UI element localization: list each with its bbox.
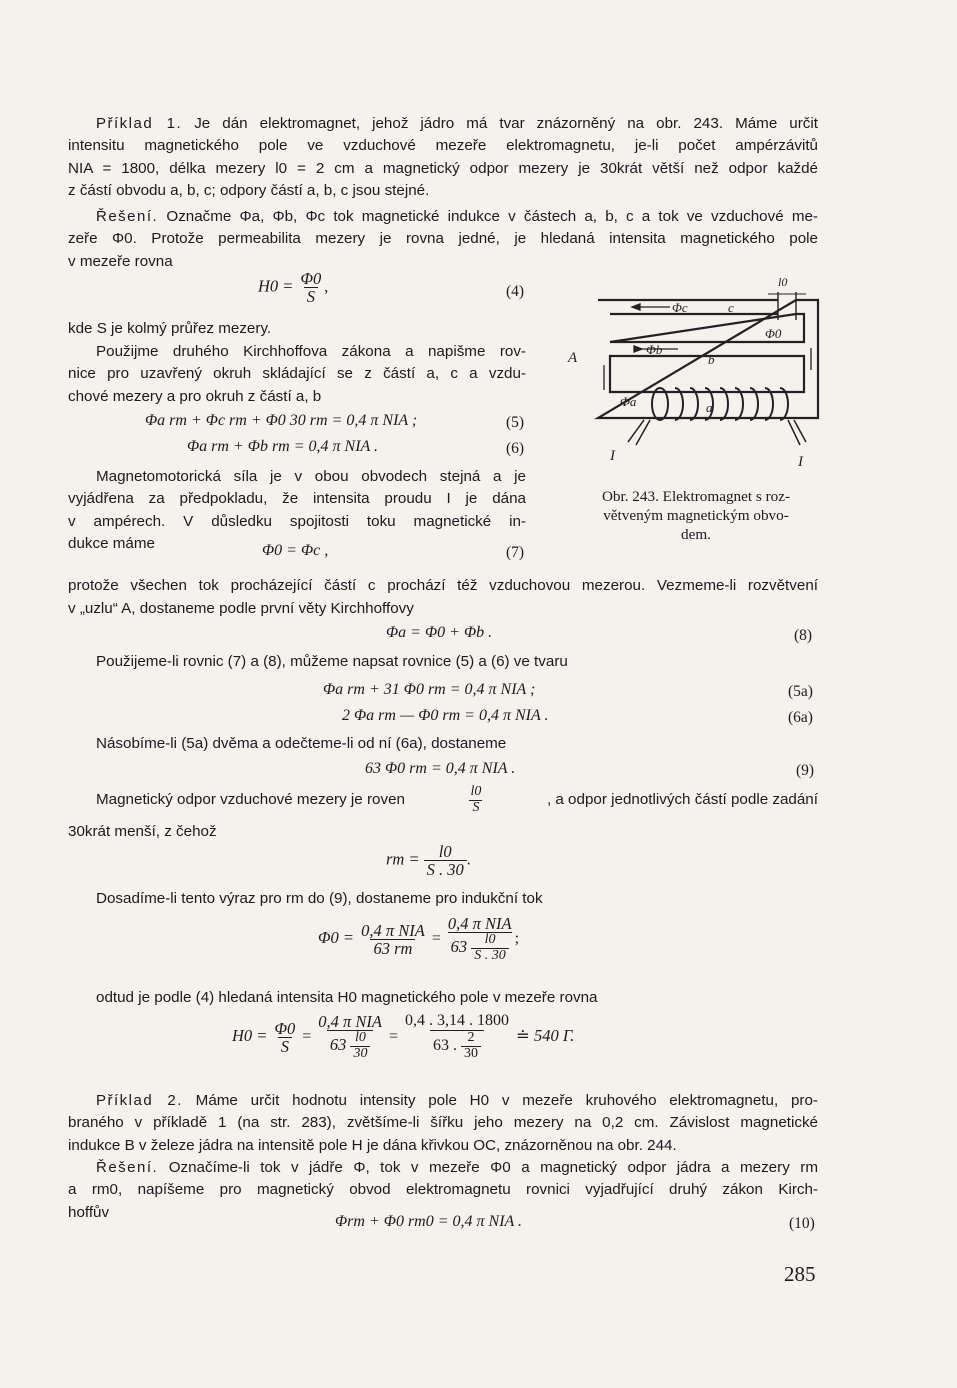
equation-6a: 2 Φa rm — Φ0 rm = 0,4 π NIA . bbox=[342, 707, 549, 724]
text-span: Je dán elektromagnet, jehož jádro má tvar znázorněný na obr. 243. Máme určit bbox=[194, 115, 818, 132]
equation-5: Φa rm + Φc rm + Φ0 30 rm = 0,4 π NIA ; bbox=[145, 412, 418, 429]
numerator: l0 bbox=[484, 932, 496, 948]
numerator: 0,4 π NIA bbox=[447, 914, 512, 933]
example-1-body bbox=[68, 135, 818, 203]
lead-wire bbox=[788, 420, 806, 445]
denominator: S . 30 bbox=[424, 860, 467, 878]
equals-sign: = bbox=[431, 930, 441, 948]
fig-label-phi-c: Φc bbox=[672, 300, 688, 315]
text-line: hoffův bbox=[68, 1203, 110, 1221]
text-line: kde S je kolmý průřez mezery. bbox=[68, 320, 272, 337]
denominator: S bbox=[278, 1037, 292, 1055]
electromagnet-figure bbox=[560, 270, 830, 470]
text-line: Násobíme-li (5a) dvěma a odečteme-li od ní (6a), dostaneme bbox=[96, 735, 507, 752]
text-line: z částí obvodu a, b, c; odpory částí a, b, c jsou stejné. bbox=[68, 182, 430, 199]
denominator: 63 rm bbox=[370, 939, 415, 957]
text-line: chové mezery a pro okruh z částí a, b bbox=[68, 387, 322, 405]
equation-number: (5a) bbox=[788, 683, 813, 700]
denominator: S bbox=[469, 800, 482, 816]
equation-number: (9) bbox=[796, 762, 815, 779]
text-span: , a odpor jednotlivých částí podle zadání bbox=[546, 790, 818, 808]
paragraph-kirchhoff-body bbox=[68, 363, 526, 408]
equation-number: (4) bbox=[506, 283, 525, 300]
fraction bbox=[424, 843, 467, 879]
numerator: Φ0 bbox=[274, 1018, 296, 1038]
den-coef: 63 . bbox=[433, 1036, 458, 1054]
denominator: 30 bbox=[461, 1046, 481, 1062]
arrow-head bbox=[632, 304, 640, 310]
example-2-body bbox=[68, 1112, 818, 1157]
numerator: 0,4 . 3,14 . 1800 bbox=[405, 1012, 510, 1030]
equation-number: (6) bbox=[506, 440, 525, 457]
equation-rm bbox=[386, 843, 471, 879]
equation-6: Φa rm + Φb rm = 0,4 π NIA . bbox=[187, 438, 379, 455]
text-span: Označme Φa, Φb, Φc tok magnetické indukce v částech a, b, c a tok ve vzduchové me- bbox=[166, 208, 818, 225]
text-line: v mezeře rovna bbox=[68, 252, 173, 270]
denominator bbox=[448, 932, 512, 963]
equation-8: Φa = Φ0 + Φb . bbox=[386, 624, 493, 641]
fraction bbox=[350, 1031, 370, 1061]
equation-4 bbox=[258, 270, 328, 306]
fig-label-phi-a: Φa bbox=[620, 394, 637, 409]
equals-sign: = bbox=[302, 1028, 312, 1046]
fraction bbox=[461, 1031, 481, 1061]
text-line bbox=[96, 785, 818, 815]
denominator: S . 30 bbox=[471, 948, 509, 964]
solution-1-body bbox=[68, 228, 818, 273]
text-line: vyjádřena za předpokladu, že intensita proudu I je dána bbox=[68, 490, 526, 507]
denominator bbox=[430, 1030, 484, 1061]
fig-label-phi-b: Φb bbox=[646, 342, 663, 357]
core-branch-b bbox=[610, 356, 804, 392]
fraction bbox=[402, 1013, 512, 1061]
equation-10: Φrm + Φ0 rm0 = 0,4 π NIA . bbox=[335, 1213, 523, 1230]
equation-number: (8) bbox=[794, 627, 813, 644]
eq-lhs: H0 = bbox=[232, 1026, 268, 1046]
fig-label-phi-0: Φ0 bbox=[765, 326, 782, 341]
text-line: Magnetomotorická síla je v obou obvodech stejná a je bbox=[96, 468, 526, 485]
text-line: a rm0, napíšeme pro magnetický obvod elektromagnetu rovnici vyjadřující druhý zákon Kirch- bbox=[68, 1181, 818, 1198]
fig-label-I-left: I bbox=[610, 448, 615, 464]
solution-2 bbox=[96, 1157, 818, 1180]
den-coef: 63 bbox=[450, 937, 468, 957]
fraction bbox=[271, 1020, 298, 1056]
fig-label-A: A bbox=[568, 350, 578, 366]
text-line: Dosadíme-li tento výraz pro rm do (9), dostaneme pro indukční tok bbox=[96, 890, 543, 907]
fig-label-l0: l0 bbox=[778, 275, 788, 289]
equals-sign: = bbox=[389, 1028, 399, 1046]
figure-caption bbox=[566, 487, 826, 544]
equation-9: 63 Φ0 rm = 0,4 π NIA . bbox=[365, 760, 516, 777]
text-line bbox=[96, 1090, 818, 1113]
text-span: Máme určit hodnotu intensity pole H0 v mezeře kruhového elektromagnetu, pro- bbox=[195, 1092, 818, 1109]
eq-result: ≐ 540 Γ. bbox=[516, 1026, 575, 1046]
numerator: 2 bbox=[467, 1030, 475, 1046]
text-line: protože všechen tok procházející částí c prochází též vzduchovou mezerou. Vezmeme-li rozvětvení bbox=[68, 577, 818, 594]
text-line: dukce máme bbox=[68, 535, 155, 552]
paragraph-kirchhoff bbox=[96, 341, 526, 364]
caption-line: Obr. 243. Elektromagnet s roz- bbox=[601, 488, 791, 505]
equation-number: (5) bbox=[506, 414, 525, 431]
fraction bbox=[471, 933, 509, 963]
text-line: 30krát menší, z čehož bbox=[68, 823, 217, 840]
text-line: intensitu magnetického pole ve vzduchové mezeře elektromagnetu, je-li počet ampérzávitů bbox=[68, 137, 818, 154]
denominator bbox=[327, 1030, 374, 1061]
text-line: Použijeme-li rovnic (7) a (8), můžeme napsat rovnice (5) a (6) ve tvaru bbox=[96, 653, 568, 670]
fraction bbox=[445, 915, 515, 964]
text-line bbox=[96, 1157, 818, 1180]
equation-number: (7) bbox=[506, 544, 525, 561]
arrow-head bbox=[634, 346, 642, 352]
text-line: Použijme druhého Kirchhoffova zákona a napišme rov- bbox=[96, 343, 526, 360]
text-line: nice pro uzavřený okruh skládající se z částí a, c a vzdu- bbox=[68, 365, 526, 382]
numerator: Φ0 bbox=[300, 269, 322, 288]
caption-line: dem. bbox=[681, 526, 711, 543]
numerator: 0,4 π NIA bbox=[318, 1012, 383, 1031]
text-line: indukce B v železe jádra na intensitě pole H je dána křivkou OC, znázorněnou na obr. 244. bbox=[68, 1136, 677, 1154]
equation-number: (6a) bbox=[788, 709, 813, 726]
example-2 bbox=[96, 1090, 818, 1113]
eq-lhs: Φ0 = bbox=[318, 928, 355, 948]
eq-lhs: H0 = bbox=[258, 276, 294, 296]
paragraph-reluctance bbox=[96, 785, 818, 815]
equation-number: (10) bbox=[789, 1215, 815, 1232]
fig-label-I-right: I bbox=[798, 454, 803, 470]
equation-5a: Φa rm + 31 Φ0 rm = 0,4 π NIA ; bbox=[323, 681, 536, 698]
text-line: zeře Φ0. Protože permeabilita mezery je rovna jedné, je hledaná intensita magnetického pole bbox=[68, 230, 818, 247]
solution-label: Řešení. bbox=[96, 208, 159, 225]
text-span: Magnetický odpor vzduchové mezery je roven bbox=[96, 790, 405, 808]
fraction bbox=[315, 1013, 385, 1062]
denominator: S bbox=[304, 287, 318, 305]
equation-phi0 bbox=[318, 915, 519, 964]
fraction bbox=[297, 270, 324, 306]
fig-label-b: b bbox=[708, 352, 715, 367]
example-1 bbox=[96, 113, 818, 136]
eq-tail: . bbox=[466, 851, 471, 869]
solution-label: Řešení. bbox=[96, 1159, 159, 1176]
text-line: odtud je podle (4) hledaná intensita H0 magnetického pole v mezeře rovna bbox=[96, 989, 598, 1006]
example-label: Příklad 1. bbox=[96, 115, 183, 132]
den-coef: 63 bbox=[329, 1035, 347, 1055]
equation-7: Φ0 = Φc , bbox=[262, 542, 329, 559]
solution-1 bbox=[96, 206, 818, 229]
fig-label-a: a bbox=[706, 400, 713, 415]
equation-final bbox=[232, 1013, 574, 1062]
eq-tail: ; bbox=[514, 930, 520, 948]
text-line: NIA = 1800, délka mezery l0 = 2 cm a magnetický odpor mezery je 30krát větší než odpor každé bbox=[68, 159, 818, 177]
numerator: l0 bbox=[470, 784, 482, 799]
paragraph-mmf bbox=[96, 466, 526, 489]
text-line bbox=[96, 206, 818, 229]
numerator: l0 bbox=[438, 842, 452, 861]
text-line bbox=[96, 113, 818, 136]
lead-wire bbox=[628, 420, 650, 445]
eq-tail: , bbox=[324, 278, 329, 296]
caption-line: větveným magnetickým obvo- bbox=[603, 507, 789, 524]
denominator: 30 bbox=[350, 1046, 370, 1062]
numerator: l0 bbox=[355, 1030, 366, 1046]
eq-lhs: rm = bbox=[386, 849, 420, 869]
example-label: Příklad 2. bbox=[96, 1092, 183, 1109]
numerator: 0,4 π NIA bbox=[361, 920, 425, 940]
fig-label-c: c bbox=[728, 300, 734, 315]
fraction bbox=[468, 785, 485, 815]
text-line: v ampérech. V důsledku spojitosti toku magnetické in- bbox=[68, 512, 526, 530]
paragraph-node bbox=[68, 575, 818, 620]
page-number: 285 bbox=[784, 1262, 816, 1286]
fraction bbox=[358, 922, 428, 958]
text-line: braného v příkladě 1 (na str. 283), zvětšíme-li šířku jeho mezery na 0,2 cm. Závislost magnetické bbox=[68, 1114, 818, 1131]
text-span: Označíme-li tok v jádře Φ, tok v mezeře Φ0 a magnetický odpor jádra a mezery rm bbox=[168, 1159, 818, 1176]
text-line: v „uzlu“ A, dostaneme podle první věty Kirchhoffovy bbox=[68, 599, 414, 617]
